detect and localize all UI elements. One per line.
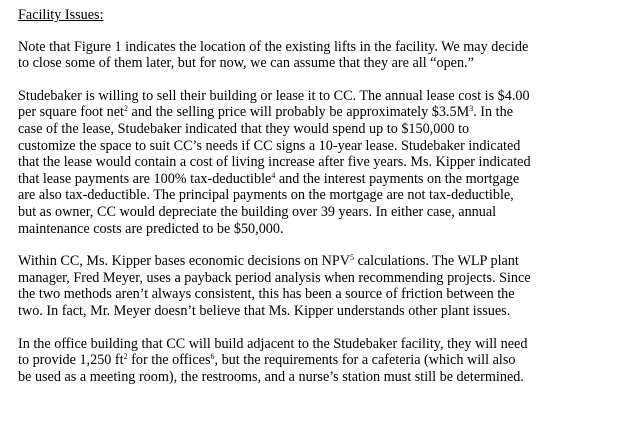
text-line: Note that Figure 1 indicates the location of the existing lifts in the facility. We may decide bbox=[18, 38, 529, 55]
text-line: case of the lease, Studebaker indicated that they would spend up to $150,000 to bbox=[18, 120, 470, 137]
text-line: are also tax-deductible. The principal payments on the mortgage are not tax-deductible, bbox=[18, 187, 514, 204]
footnote-marker: 2 bbox=[123, 104, 128, 114]
text-line: but as owner, CC would depreciate the building over 39 years. In either case, annual bbox=[18, 203, 497, 220]
text-line: maintenance costs are predicted to be $50,000. bbox=[18, 220, 284, 237]
text-line: the two methods aren’t always consistent, this has been a source of friction between the bbox=[18, 286, 515, 303]
text-line: two. In fact, Mr. Meyer doesn’t believe that Ms. Kipper understands other plant issues. bbox=[18, 302, 511, 319]
text-line: Within CC, Ms. Kipper bases economic decisions on NPV$^5$ calculations. The WLP plant bbox=[18, 253, 519, 270]
paragraph-economic-analysis bbox=[18, 253, 608, 319]
text-line: be used as a meeting room), the restrooms, and a nurse’s station must still be determined. bbox=[18, 368, 524, 385]
text-line: that the lease would contain a cost of living increase after five years. Ms. Kipper indicated bbox=[18, 154, 531, 171]
text-line: In the office building that CC will build adjacent to the Studebaker facility, they will need bbox=[18, 335, 528, 352]
text-line: manager, Fred Meyer, uses a payback period analysis when recommending projects. Since bbox=[18, 269, 531, 286]
paragraph-office-building bbox=[18, 336, 608, 386]
text-line: to close some of them later, but for now, we can assume that they are all “open.” bbox=[18, 55, 474, 72]
footnote-marker: 2 bbox=[123, 352, 128, 362]
document-body bbox=[18, 39, 608, 386]
footnote-marker: 4 bbox=[271, 170, 276, 180]
footnote-marker: 5 bbox=[350, 253, 355, 263]
document-page bbox=[18, 7, 608, 401]
section-heading: Facility Issues: bbox=[18, 7, 104, 23]
text-line: customize the space to suit CC’s needs if CC signs a 10-year lease. Studebaker indicated bbox=[18, 137, 521, 154]
text-line: per square foot net$^2$ and the selling price will probably be approximately $\$3.5M^3$. In the bbox=[18, 104, 513, 121]
text-line: Studebaker is willing to sell their building or lease it to CC. The annual lease cost is $4.00 bbox=[18, 87, 530, 104]
footnote-marker: 3 bbox=[469, 104, 474, 114]
paragraph-lifts bbox=[18, 39, 608, 72]
text-line: that lease payments are 100% tax-deductible$^4$ and the interest payments on the mortgage bbox=[18, 170, 520, 187]
text-line: to provide 1,250 $ft^2$ for the offices$^6$, but the requirements for a cafeteria (which will also bbox=[18, 352, 516, 369]
paragraph-lease-purchase bbox=[18, 88, 608, 237]
footnote-marker: 6 bbox=[210, 352, 215, 362]
